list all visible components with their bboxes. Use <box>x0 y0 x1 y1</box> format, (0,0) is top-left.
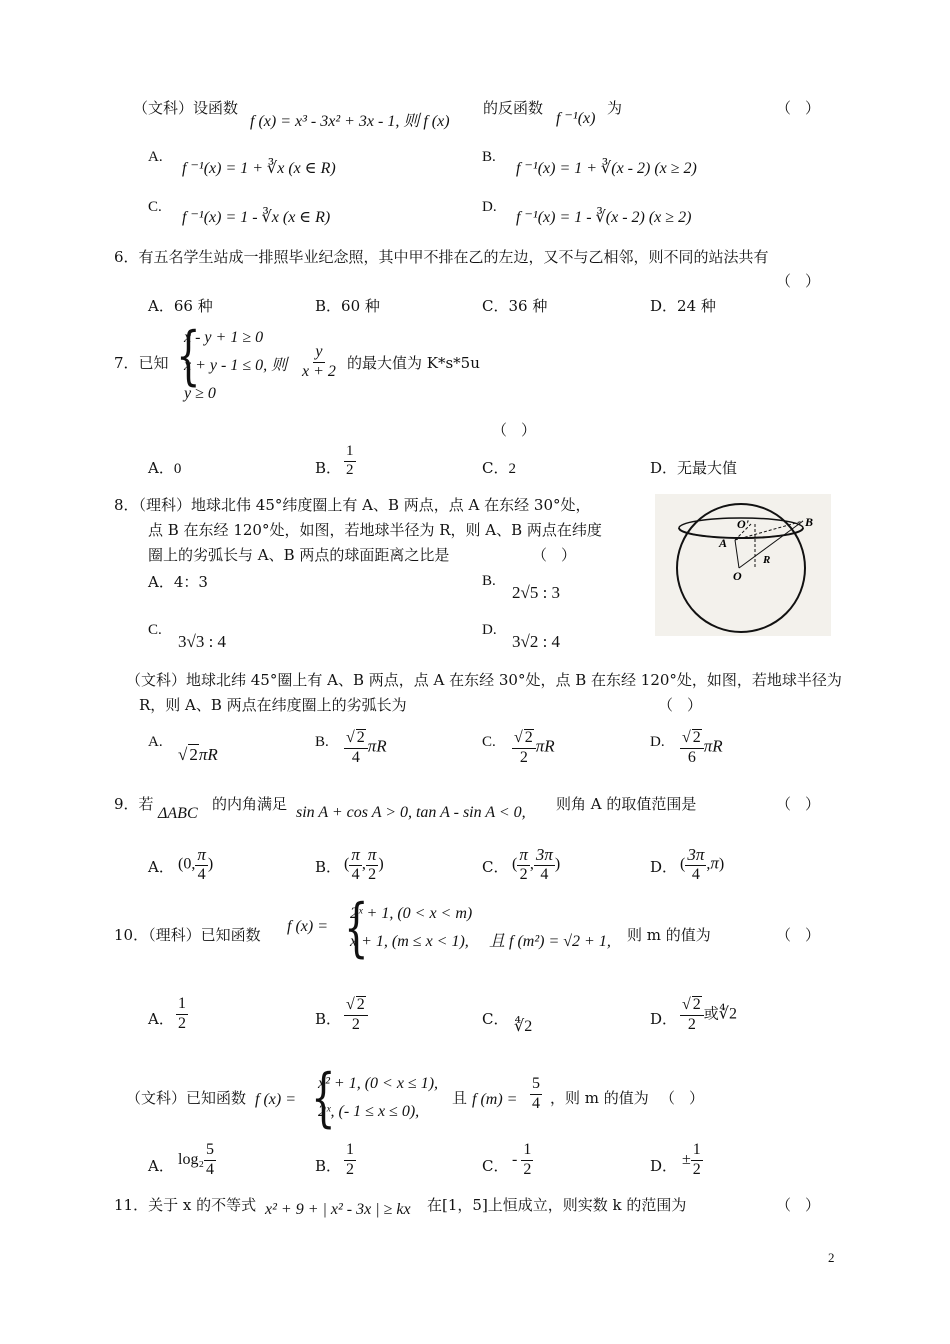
q8-option-a: A．4：3 <box>148 573 208 591</box>
q10-brace: { <box>344 891 369 965</box>
q8-option-c-expr: 3√3 : 4 <box>178 632 227 651</box>
q8w-option-d-label: D. <box>650 734 665 750</box>
q8-line3: 圈上的劣弧长与 A、B 两点的球面距离之比是 <box>148 546 450 564</box>
q10w-cases: x² + 1, (0 < x ≤ 1), 2ˣ, (- 1 ≤ x ≤ 0), <box>318 1075 439 1120</box>
q9-option-d-expr: ( $\frac{3\pi}{4}$ ,π) <box>680 845 725 883</box>
q8w-option-a-expr: √ 2πR <box>178 745 218 764</box>
q10-option-d-label: D． <box>650 1010 678 1028</box>
q10w-prefix: （文科）已知函数 <box>126 1089 247 1107</box>
q5w-suffix: 为 <box>607 99 623 117</box>
q8-option-d-expr: 3√2 : 4 <box>512 632 561 651</box>
label-o-prime: O' <box>737 517 749 531</box>
q8w-option-c-label: C. <box>482 734 496 750</box>
q10w-option-b-label: B． <box>315 1157 342 1175</box>
q7-brace: { <box>176 319 201 393</box>
q11-expression: x² + 9 + | x² - 3x | ≥ kx <box>265 1201 411 1218</box>
q9-option-b-expr: ( $\frac{\pi}{4}$ , $\frac{\pi}{2}$ ) <box>344 845 384 883</box>
q8-option-c-label: C. <box>148 622 162 638</box>
q6-option-a: A．66 种 <box>148 297 213 315</box>
q5w-prefix: （文科）设函数 <box>133 99 239 117</box>
q10-option-c-label: C． <box>482 1010 509 1028</box>
option-c-expr: f ⁻¹(x) = 1 - ∛x (x ∈ R) <box>182 209 331 226</box>
q9-option-b-label: B． <box>315 858 342 876</box>
q10-option-b-expr: $\frac{√ 2}{2}$ <box>344 996 368 1034</box>
q7-option-b-value: $\frac{1}{2}$ <box>346 443 354 478</box>
q10w-option-c-expr: - $\frac{1}{2}$ <box>512 1141 532 1178</box>
q8-option-b-expr: 2√5 : 3 <box>512 583 561 602</box>
q9-prefix: 9．若 <box>114 795 154 813</box>
answer-paren[interactable]: （） <box>492 421 551 439</box>
q10w-fm: f (m) = <box>472 1091 518 1108</box>
q10w-option-d-label: D． <box>650 1157 678 1175</box>
q9-option-d-label: D． <box>650 858 678 876</box>
q8w-line2: R，则 A、B 两点在纬度圈上的劣弧长为 <box>139 696 407 714</box>
q10w-option-b-expr: $\frac{1}{2}$ <box>346 1141 354 1178</box>
q10-cases: 2ˣ + 1, (0 < x < m) x + 1, (m ≤ x < 1), <box>350 905 473 950</box>
q7-fraction: $\frac{y}{x + 2}$ <box>302 343 336 380</box>
q8w-option-d-expr: $\frac{√ 2}{6}$ πR <box>682 729 723 766</box>
option-d-label: D. <box>482 199 497 215</box>
q8-line2: 点 B 在东经 120°处，如图，若地球半径为 R，则 A、B 两点在纬度 <box>148 521 602 539</box>
q7-suffix: 的最大值为 K*s*5u <box>347 354 480 372</box>
q7-option-c: C．2 <box>482 459 516 477</box>
option-a-label: A. <box>148 149 163 165</box>
q10-option-b-label: B． <box>315 1010 342 1028</box>
q10w-option-d-expr: ± $\frac{1}{2}$ <box>682 1141 701 1178</box>
q10w-brace: { <box>311 1061 336 1135</box>
q10-condition: 且 f (m²) = √2 + 1, <box>489 933 611 950</box>
q10w-option-c-label: C． <box>482 1157 509 1175</box>
q8w-option-b-label: B. <box>315 734 329 750</box>
answer-paren[interactable]: （） <box>776 272 835 290</box>
q9-option-c-label: C． <box>482 858 509 876</box>
q8-option-b-label: B. <box>482 573 496 589</box>
q8w-option-c-expr: $\frac{√ 2}{2}$ πR <box>514 729 555 766</box>
q8-option-d-label: D. <box>482 622 497 638</box>
q10-option-a-expr: $\frac{1}{2}$ <box>178 995 186 1032</box>
label-b: B <box>805 515 814 529</box>
q9-suffix: 则角 A 的取值范围是 <box>556 795 697 813</box>
page-number: 2 <box>828 1250 835 1265</box>
q6-option-b: B．60 种 <box>315 297 380 315</box>
option-a-expr: f ⁻¹(x) = 1 + ∛x (x ∈ R) <box>182 160 336 177</box>
q10w-suffix: ，则 m 的值为 <box>550 1089 649 1107</box>
q6-option-d: D．24 种 <box>650 297 716 315</box>
q7-option-a: A．0 <box>148 459 182 477</box>
q9-mid: 的内角满足 <box>212 795 288 813</box>
q8w-option-b-expr: $\frac{√ 2}{4}$ πR <box>346 729 387 766</box>
q6-text: 6．有五名学生站成一排照毕业纪念照，其中甲不排在乙的左边，又不与乙相邻，则不同的站法共有 <box>114 248 769 266</box>
q11-suffix: 在[1，5]上恒成立，则实数 k 的范围为 <box>427 1196 687 1214</box>
q6-option-c: C．36 种 <box>482 297 548 315</box>
q10-suffix: 则 m 的值为 <box>627 926 711 944</box>
q10w-option-a-label: A． <box>148 1157 174 1175</box>
answer-paren[interactable]: （） <box>776 1196 835 1214</box>
q10-option-a-label: A． <box>148 1010 174 1028</box>
q9-triangle: ΔABC <box>158 805 198 822</box>
sphere-figure <box>655 494 831 636</box>
q7-option-b-label: B． <box>315 459 342 477</box>
answer-paren[interactable]: （） <box>658 696 717 714</box>
q8-line1: 8．（理科）地球北伟 45°纬度圈上有 A、B 两点，点 A 在东经 30°处， <box>114 496 591 514</box>
label-r: R <box>763 554 771 566</box>
answer-paren[interactable]: （） <box>776 99 835 117</box>
q10w-f: f (x) = <box>255 1091 296 1108</box>
option-d-expr: f ⁻¹(x) = 1 - ∛(x - 2) (x ≥ 2) <box>516 209 692 226</box>
q5w-inverse: f ⁻¹(x) <box>556 110 596 127</box>
q10w-option-a-expr: log₂ $\frac{5}{4}$ <box>178 1141 215 1178</box>
option-b-label: B. <box>482 149 496 165</box>
label-o: O <box>733 569 742 583</box>
q10-option-d-expr: $\frac{√ 2}{2}$ 或∜2 <box>682 996 737 1033</box>
answer-paren[interactable]: （） <box>776 926 835 944</box>
q10w-fraction: $\frac{5}{4}$ <box>532 1075 540 1112</box>
q8w-line1: （文科）地球北纬 45°圈上有 A、B 两点，点 A 在东经 30°处，点 B 在东经 120°处，如图，若地球半径为 <box>126 671 842 689</box>
answer-paren[interactable]: （） <box>660 1089 719 1107</box>
q9-option-c-expr: ( $\frac{\pi}{2}$ , $\frac{3\pi}{4}$ ) <box>512 845 561 883</box>
q5w-mid: 的反函数 <box>483 99 544 117</box>
answer-paren[interactable]: （） <box>776 795 835 813</box>
q9-option-a-expr: (0, $\frac{\pi}{4}$ ) <box>178 845 214 883</box>
q9-option-a-label: A． <box>148 858 174 876</box>
option-c-label: C. <box>148 199 162 215</box>
q8w-option-a-label: A. <box>148 734 163 750</box>
q10-f: f (x) = <box>287 918 328 935</box>
label-a: A <box>719 536 728 550</box>
option-b-expr: f ⁻¹(x) = 1 + ∛(x - 2) (x ≥ 2) <box>516 160 697 177</box>
q5w-function: f (x) = x³ - 3x² + 3x - 1, 则 f (x) <box>250 113 450 130</box>
q7-option-d: D．无最大值 <box>650 459 738 477</box>
answer-paren[interactable]: （） <box>532 546 591 564</box>
q11-prefix: 11．关于 x 的不等式 <box>114 1196 257 1214</box>
q10-option-c-expr: ∜2 <box>514 1018 533 1035</box>
q7-number: 7．已知 <box>114 354 169 372</box>
q10w-cond: 且 <box>452 1089 468 1107</box>
q7-constraints: x - y + 1 ≥ 0 x + y - 1 ≤ 0, 则 y ≥ 0 <box>184 329 288 402</box>
q10-prefix: 10．（理科）已知函数 <box>114 926 261 944</box>
q9-condition: sin A + cos A > 0, tan A - sin A < 0, <box>296 804 526 821</box>
